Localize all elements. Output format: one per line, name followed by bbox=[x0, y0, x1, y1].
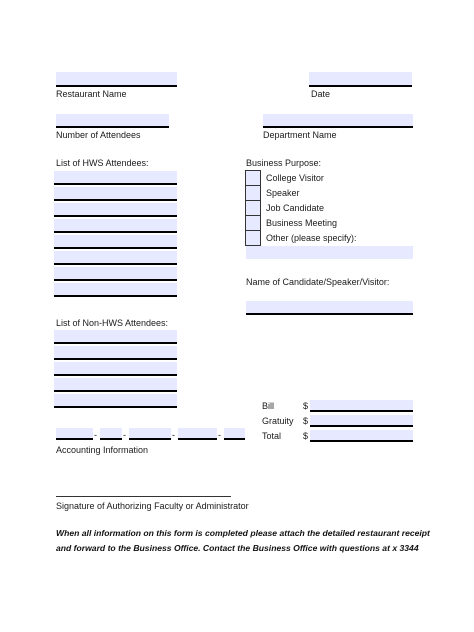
hws-attendee-line[interactable] bbox=[54, 187, 177, 201]
other-label: Other (please specify): bbox=[266, 233, 357, 243]
date-underline bbox=[309, 85, 412, 87]
total-amount-field[interactable] bbox=[310, 430, 413, 442]
hws-attendee-line[interactable] bbox=[54, 219, 177, 233]
department-label: Department Name bbox=[263, 130, 337, 140]
department-underline bbox=[263, 126, 413, 128]
bill-currency: $ bbox=[303, 401, 309, 411]
hws-attendee-line[interactable] bbox=[54, 235, 177, 249]
instruction-note-line-1: When all information on this form is completed please attach the detailed restaurant receipt bbox=[56, 528, 430, 538]
college-visitor-label: College Visitor bbox=[266, 173, 324, 183]
gratuity-label: Gratuity bbox=[262, 416, 294, 426]
account-segment-3[interactable] bbox=[129, 428, 171, 440]
account-separator: - bbox=[123, 430, 126, 440]
business-meeting-checkbox[interactable] bbox=[245, 215, 261, 231]
signature-line[interactable] bbox=[56, 496, 231, 497]
non-hws-attendees-label: List of Non-HWS Attendees: bbox=[56, 318, 169, 328]
non-hws-attendee-line[interactable] bbox=[54, 362, 177, 376]
hws-attendees-label: List of HWS Attendees: bbox=[56, 158, 149, 168]
account-segment-2[interactable] bbox=[100, 428, 122, 440]
non-hws-attendee-line[interactable] bbox=[54, 330, 177, 344]
account-segment-4[interactable] bbox=[178, 428, 217, 440]
gratuity-amount-field[interactable] bbox=[310, 415, 413, 427]
non-hws-attendee-line[interactable] bbox=[54, 346, 177, 360]
business-meeting-label: Business Meeting bbox=[266, 218, 338, 228]
job-candidate-checkbox[interactable] bbox=[245, 200, 261, 216]
other-specify-field[interactable] bbox=[246, 246, 413, 259]
other-checkbox[interactable] bbox=[245, 230, 261, 246]
hws-attendee-line[interactable] bbox=[54, 171, 177, 185]
candidate-name-field[interactable] bbox=[246, 301, 413, 315]
account-segment-5[interactable] bbox=[224, 428, 245, 440]
hws-attendee-line[interactable] bbox=[54, 283, 177, 297]
non-hws-attendee-line[interactable] bbox=[54, 394, 177, 408]
account-separator: - bbox=[94, 430, 97, 440]
date-label: Date bbox=[311, 89, 331, 99]
department-field[interactable] bbox=[263, 114, 413, 126]
bill-amount-field[interactable] bbox=[310, 400, 413, 412]
restaurant-name-underline bbox=[56, 85, 177, 87]
restaurant-name-field[interactable] bbox=[56, 72, 177, 85]
college-visitor-checkbox[interactable] bbox=[245, 170, 261, 186]
hws-attendee-line[interactable] bbox=[54, 251, 177, 265]
candidate-name-label: Name of Candidate/Speaker/Visitor: bbox=[246, 277, 390, 287]
hws-attendee-line[interactable] bbox=[54, 203, 177, 217]
signature-label: Signature of Authorizing Faculty or Administrator bbox=[56, 501, 249, 511]
account-separator: - bbox=[172, 430, 175, 440]
attendees-count-label: Number of Attendees bbox=[56, 130, 141, 140]
speaker-checkbox[interactable] bbox=[245, 185, 261, 201]
non-hws-attendee-line[interactable] bbox=[54, 378, 177, 392]
restaurant-name-label: Restaurant Name bbox=[56, 89, 127, 99]
attendees-count-underline bbox=[56, 126, 169, 128]
business-purpose-label: Business Purpose: bbox=[246, 158, 322, 168]
instruction-note-line-2: and forward to the Business Office. Contact the Business Office with questions at x 3344 bbox=[56, 543, 419, 553]
hws-attendee-line[interactable] bbox=[54, 267, 177, 281]
account-segment-1[interactable] bbox=[56, 428, 93, 440]
account-separator: - bbox=[218, 430, 221, 440]
bill-label: Bill bbox=[262, 401, 275, 411]
job-candidate-label: Job Candidate bbox=[266, 203, 325, 213]
gratuity-currency: $ bbox=[303, 416, 309, 426]
accounting-information-label: Accounting Information bbox=[56, 445, 149, 455]
total-label: Total bbox=[262, 431, 282, 441]
date-field[interactable] bbox=[309, 72, 412, 85]
attendees-count-field[interactable] bbox=[56, 114, 169, 126]
total-currency: $ bbox=[303, 431, 309, 441]
speaker-label: Speaker bbox=[266, 188, 300, 198]
